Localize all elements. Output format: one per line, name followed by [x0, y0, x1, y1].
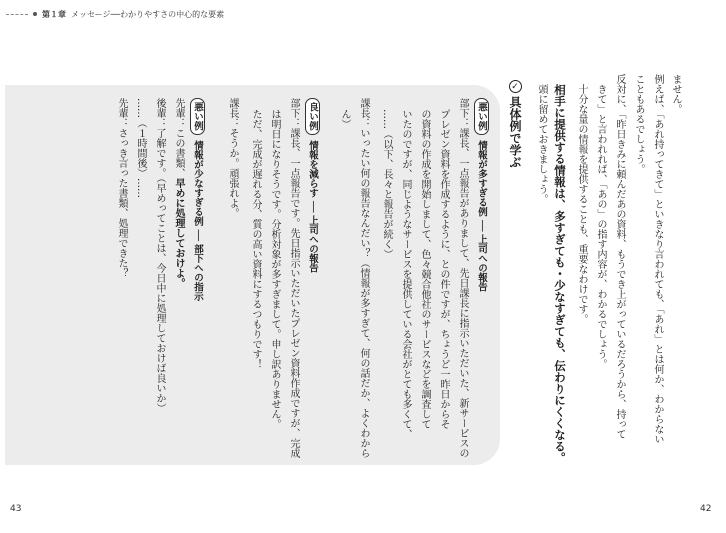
key-point-line: 相手に提供する情報は、多すぎても・少なすぎても、伝わりにくくなる。 — [553, 84, 567, 464]
dialogue-line: の資料の作成を開始しまして、色々競合他社のサービスなどを調査して — [419, 109, 430, 429]
paragraph-line: ません。 — [670, 74, 681, 114]
example-title: 情報を減らす ── 上司への報告 — [307, 140, 318, 273]
example-heading — [474, 98, 489, 292]
paragraph-line: こともあるでしょう。 — [633, 74, 644, 174]
dialogue-line: 部下：課長、一点報告です。先日指示いただいたプレゼン資料作成ですが、完成 — [288, 98, 299, 458]
dialogue-line: 先輩：さっき言った書類、処理できた？ — [116, 98, 127, 278]
example-tag: 良い例 — [305, 98, 320, 135]
dialogue-line — [171, 98, 185, 288]
paragraph-line: 十分な量の情報を提供することも、重要なわけです。 — [576, 84, 587, 324]
chapter-label: 第１章 — [42, 9, 66, 19]
chapter-title: メッセージ──わかりやすさの中心的な要素 — [71, 9, 225, 19]
dialogue-line: プレゼン資料を作成するように、との件ですが、ちょうど一昨日からそ — [438, 109, 449, 429]
paragraph-line: 例えば、「あれ持ってきて」といきなり言われても、「あれ」とは何か、わからない — [652, 74, 663, 444]
page-number-left: 43 — [10, 504, 22, 514]
dialogue-line: は明日になりそうです。分析対象が多すぎまして。申し訳ありません。 — [269, 109, 280, 429]
section-heading — [507, 80, 523, 168]
paragraph-line: 頭に留めておきましょう。 — [536, 84, 547, 204]
dialogue-line: 部下：課長、一点報告がありまして、先日課長に指示いただいた、新サービスの — [457, 98, 468, 458]
example-heading — [190, 98, 205, 301]
header-dot-icon — [33, 12, 37, 16]
dialogue-text: 先輩：この書類、 — [173, 98, 184, 178]
example-heading — [305, 98, 320, 273]
dialogue-line: ただ、完成が遅れる分、質の高い資料にするつもりです！ — [250, 109, 261, 369]
section-heading-text: 具体例で学ぶ — [508, 96, 522, 168]
dialogue-line: 課長：いったい何の報告なんだい？（情報が多すぎて、何の話だか、よくわから — [358, 98, 369, 458]
example-tag: 悪い例 — [190, 98, 205, 135]
dialogue-line: ん） — [339, 109, 350, 129]
paragraph-line: きて」と言われれば、「あの」の指す内容が、わかるでしょう。 — [595, 84, 606, 369]
dialogue-line: 課長：そうか。頑張れよ。 — [227, 98, 238, 218]
dialogue-line: ……（以下、長々と報告が続く） — [381, 109, 392, 259]
page-number-right: 42 — [700, 504, 712, 514]
dialogue-line: 後輩：了解です。（早めってことは、今日中に処理しておけば良いか） — [154, 98, 165, 413]
example-tag: 悪い例 — [474, 98, 489, 135]
example-title: 情報が少なすぎる例 ── 部下への指示 — [192, 140, 203, 302]
check-circle-icon: ✓ — [509, 80, 522, 93]
emphasis-text: 早めに処理しておけよ。 — [173, 178, 184, 288]
header-dashed-line — [6, 14, 28, 15]
dialogue-line: いたのですが、同じようなサービスを提供している会社がとても多くて、 — [400, 109, 411, 439]
running-header — [6, 6, 224, 22]
example-title: 情報が多すぎる例 ── 上司への報告 — [476, 140, 487, 292]
paragraph-line: 反対に、「昨日きみに頼んだあの資料、もうでき上がっているだろうから、持って — [614, 74, 625, 439]
dialogue-line: ……（１時間後）…… — [135, 98, 146, 198]
